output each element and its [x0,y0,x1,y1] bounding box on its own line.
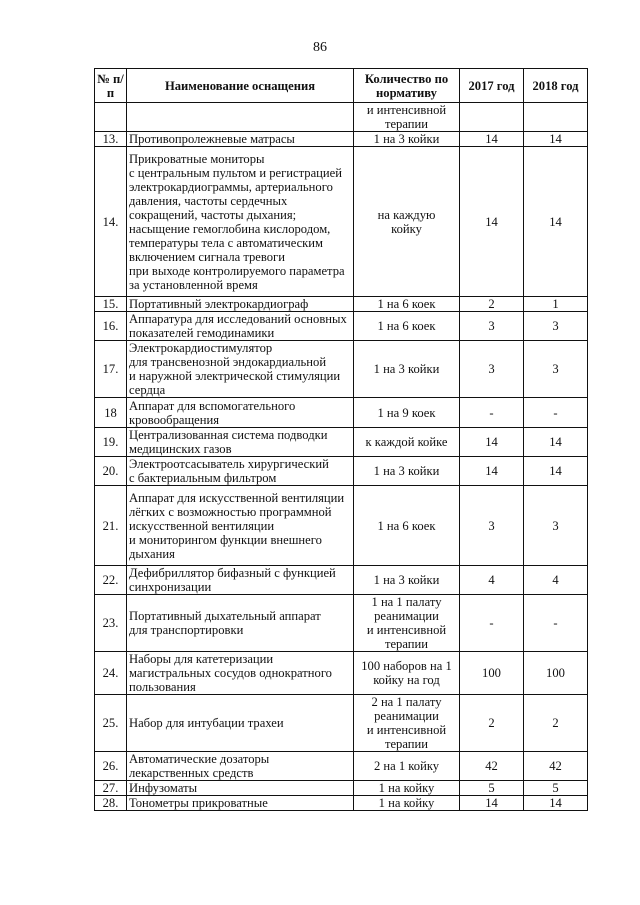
row-number-cell: 19. [95,428,127,457]
value-2017-cell: 14 [460,796,524,811]
row-number-cell: 21. [95,486,127,566]
row-number-cell: 22. [95,566,127,595]
value-2017-cell: 5 [460,781,524,796]
table-row [95,457,588,486]
quantity-norm-cell: к каждой койке [354,428,460,457]
table-row [95,796,588,811]
row-number-cell [95,103,127,132]
value-2018-cell: 2 [524,695,588,752]
quantity-norm-cell: 2 на 1 койку [354,752,460,781]
equipment-name-cell: Электроотсасыватель хирургический с бактериальным фильтром [127,457,354,486]
equipment-name-cell: Автоматические дозаторы лекарственных средств [127,752,354,781]
table-row [95,752,588,781]
value-2018-cell: 14 [524,428,588,457]
equipment-name-cell: Аппарат для искусственной вентиляции лёгких с возможностью программной искусственной вентиляции и мониторингом функции внешнего дыхания [127,486,354,566]
column-header-quantity: Количество по нормативу [354,69,460,103]
quantity-norm-cell: 1 на койку [354,781,460,796]
row-number-cell: 24. [95,652,127,695]
row-number-cell: 25. [95,695,127,752]
table-row [95,341,588,398]
quantity-norm-cell: 1 на 6 коек [354,486,460,566]
value-2017-cell: 3 [460,341,524,398]
row-number-cell: 17. [95,341,127,398]
value-2017-cell: 2 [460,695,524,752]
quantity-norm-cell: 1 на 3 койки [354,457,460,486]
table-row [95,428,588,457]
quantity-norm-cell: 1 на 3 койки [354,341,460,398]
value-2018-cell: 14 [524,457,588,486]
table-row [95,297,588,312]
table-row [95,486,588,566]
value-2018-cell: 1 [524,297,588,312]
value-2017-cell [460,103,524,132]
value-2018-cell: 5 [524,781,588,796]
row-number-cell: 18 [95,398,127,428]
equipment-name-cell: Противопролежневые матрасы [127,132,354,147]
table-row [95,312,588,341]
value-2017-cell: 4 [460,566,524,595]
equipment-name-cell: Наборы для катетеризации магистральных сосудов однократного пользования [127,652,354,695]
equipment-name-cell: Централизованная система подводки медицинских газов [127,428,354,457]
row-number-cell: 23. [95,595,127,652]
table-row [95,566,588,595]
value-2018-cell: 3 [524,486,588,566]
column-header-2017: 2017 год [460,69,524,103]
equipment-name-cell [127,103,354,132]
equipment-name-cell: Дефибриллятор бифазный с функцией синхронизации [127,566,354,595]
value-2017-cell: 42 [460,752,524,781]
equipment-name-cell: Инфузоматы [127,781,354,796]
equipment-name-cell: Тонометры прикроватные [127,796,354,811]
value-2018-cell: 100 [524,652,588,695]
value-2017-cell: 14 [460,132,524,147]
table-row [95,132,588,147]
value-2017-cell: 100 [460,652,524,695]
row-number-cell: 13. [95,132,127,147]
quantity-norm-cell: 1 на койку [354,796,460,811]
table-row [95,652,588,695]
value-2018-cell: 14 [524,147,588,297]
equipment-name-cell: Набор для интубации трахеи [127,695,354,752]
value-2018-cell: 42 [524,752,588,781]
table-header-row [95,69,588,103]
value-2017-cell: 3 [460,312,524,341]
quantity-norm-cell: 1 на 6 коек [354,312,460,341]
value-2017-cell: - [460,398,524,428]
quantity-norm-cell: 1 на 6 коек [354,297,460,312]
equipment-name-cell: Аппарат для вспомогательного кровообращения [127,398,354,428]
column-header-2018: 2018 год [524,69,588,103]
value-2017-cell: 14 [460,457,524,486]
row-number-cell: 26. [95,752,127,781]
quantity-norm-cell: и интенсивной терапии [354,103,460,132]
table-body [95,103,588,811]
quantity-norm-cell: на каждую койку [354,147,460,297]
table-row [95,103,588,132]
quantity-norm-cell: 1 на 3 койки [354,132,460,147]
row-number-cell: 20. [95,457,127,486]
table-row [95,147,588,297]
value-2017-cell: 14 [460,147,524,297]
value-2018-cell: 14 [524,796,588,811]
equipment-name-cell: Портативный электрокардиограф [127,297,354,312]
value-2018-cell: 3 [524,341,588,398]
column-header-name: Наименование оснащения [127,69,354,103]
quantity-norm-cell: 2 на 1 палату реанимации и интенсивной терапии [354,695,460,752]
table-row [95,695,588,752]
quantity-norm-cell: 1 на 1 палату реанимации и интенсивной терапии [354,595,460,652]
value-2018-cell: - [524,398,588,428]
quantity-norm-cell: 1 на 3 койки [354,566,460,595]
equipment-name-cell: Электрокардиостимулятор для трансвенозной эндокардиальной и наружной электрической стимуляции сердца [127,341,354,398]
value-2018-cell: - [524,595,588,652]
value-2017-cell: 14 [460,428,524,457]
equipment-name-cell: Портативный дыхательный аппарат для транспортировки [127,595,354,652]
column-header-number: № п/п [95,69,127,103]
equipment-name-cell: Прикроватные мониторы с центральным пультом и регистрацией электрокардиограммы, артериального давления, частоты сердечных сокращений, частоты дыхания; насыщение гемоглобина кислородом, температуры тела с автоматическим включением сигнала тревоги при выходе контролируемого параметра за установленной время [127,147,354,297]
table-row [95,781,588,796]
value-2018-cell: 14 [524,132,588,147]
row-number-cell: 16. [95,312,127,341]
value-2017-cell: - [460,595,524,652]
row-number-cell: 15. [95,297,127,312]
row-number-cell: 28. [95,796,127,811]
row-number-cell: 14. [95,147,127,297]
value-2017-cell: 2 [460,297,524,312]
row-number-cell: 27. [95,781,127,796]
quantity-norm-cell: 1 на 9 коек [354,398,460,428]
equipment-table [94,68,588,811]
table-row [95,398,588,428]
value-2018-cell [524,103,588,132]
page-number: 86 [313,40,327,55]
equipment-name-cell: Аппаратура для исследований основных показателей гемодинамики [127,312,354,341]
table-row [95,595,588,652]
value-2017-cell: 3 [460,486,524,566]
value-2018-cell: 4 [524,566,588,595]
value-2018-cell: 3 [524,312,588,341]
quantity-norm-cell: 100 наборов на 1 койку на год [354,652,460,695]
